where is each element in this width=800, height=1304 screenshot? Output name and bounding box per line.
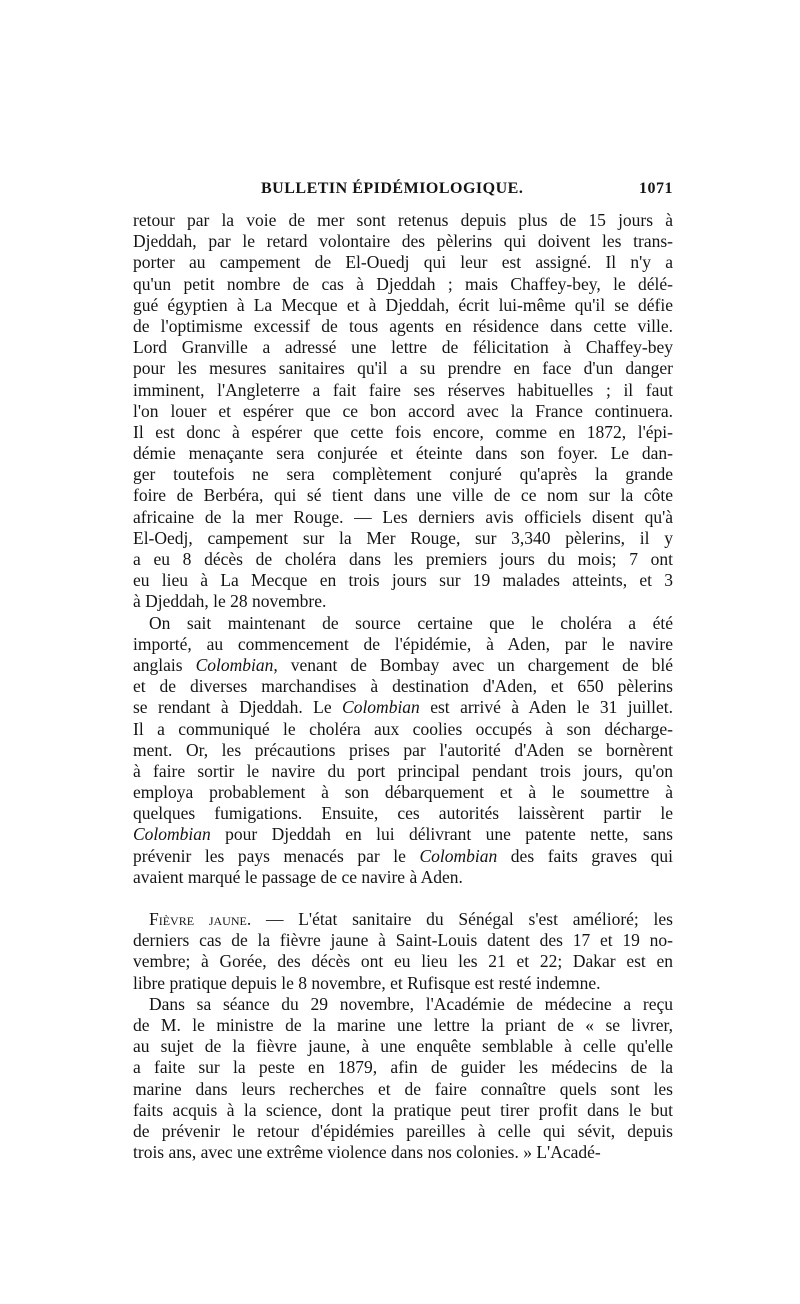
text-segment: avaient marqué le passage de ce navire à Aden.: [133, 866, 463, 887]
text-line: faits acquis à la science, dont la pratique peut tirer profit dans le but: [133, 1099, 673, 1120]
text-line: Lord Granville a adressé une lettre de félicitation à Chaffey-bey: [133, 337, 673, 358]
italic-ship-name: Colombian: [342, 697, 420, 718]
text-line: foire de Berbéra, qui sé tient dans une ville de ce nom sur la côte: [133, 485, 673, 506]
text-line: [133, 951, 673, 972]
text-segment: On sait maintenant de source certaine que le choléra a été: [149, 612, 673, 633]
text-line: à Djeddah, le 28 novembre.: [133, 591, 327, 612]
text-segment: libre pratique depuis le 8 novembre, et Rufisque est resté indemne.: [133, 972, 601, 993]
text-line: [133, 740, 673, 761]
text-segment: vembre; à Gorée, des décès ont eu lieu les 21 et 22; Dakar est en: [133, 951, 673, 972]
text-line: l'on louer et espérer que ce bon accord avec la France continuera.: [133, 400, 673, 421]
text-line: [133, 803, 673, 824]
text-line: trois ans, avec une extrême violence dans nos colonies. » L'Acadé-: [133, 1142, 601, 1163]
text-segment: importé, au commencement de l'épidémie, à Aden, par le navire: [133, 633, 673, 654]
text-line: porter au campement de El-Ouedj qui leur est assigné. Il n'y a: [133, 252, 673, 273]
page: [133, 180, 673, 1163]
text-line: eu lieu à La Mecque en trois jours sur 19 malades atteints, et 3: [133, 570, 673, 591]
text-line: [133, 613, 673, 634]
text-segment: des faits graves qui: [497, 845, 673, 866]
text-line: a faite sur la peste en 1879, afin de guider les médecins de la: [133, 1057, 673, 1078]
paragraph-colombian-ship: [133, 613, 673, 888]
text-segment: ment. Or, les précautions prises par l'autorité d'Aden se bornèrent: [133, 739, 673, 760]
text-segment: prévenir les pays menacés par le: [133, 845, 420, 866]
running-title: BULLETIN ÉPIDÉMIOLOGIQUE.: [261, 180, 524, 197]
italic-ship-name: Colombian: [133, 824, 211, 845]
text-segment: à faire sortir le navire du port principal pendant trois jours, qu'on: [133, 760, 673, 781]
text-line: [133, 719, 673, 740]
text-line: [133, 973, 673, 994]
text-segment: est arrivé à Aden le 31 juillet.: [419, 697, 674, 718]
text-line: [133, 930, 673, 951]
text-line: marine dans leurs recherches et de faire connaître quels sont les: [133, 1078, 673, 1099]
italic-ship-name: Colombian,: [195, 654, 278, 675]
text-line: [133, 761, 673, 782]
text-segment: employa probablement à son débarquement et à le soumettre à: [133, 782, 673, 803]
text-line: [133, 846, 673, 867]
italic-ship-name: Colombian: [419, 845, 498, 866]
text-line: [133, 676, 673, 697]
text-segment: venant de Bombay avec un chargement de blé: [277, 654, 673, 675]
paragraph-cholera-djeddah: [133, 210, 673, 613]
text-line: [133, 909, 673, 930]
text-segment: anglais: [133, 654, 196, 675]
text-line: ger toutefois ne sera complètement conjuré qu'après la grande: [133, 464, 673, 485]
text-line: pour les mesures sanitaires qu'il a su prendre en face d'un danger: [133, 358, 673, 379]
text-line: Djeddah, par le retard volontaire des pèlerins qui doivent les trans-: [133, 231, 673, 252]
text-line: démie menaçante sera conjurée et éteinte dans son foyer. Le dan-: [133, 443, 673, 464]
text-line: a eu 8 décès de choléra dans les premiers jours du mois; 7 ont: [133, 549, 673, 569]
text-segment: . — L'état sanitaire du Sénégal s'est amélioré; les: [246, 909, 673, 929]
section-gap: [133, 888, 673, 909]
text-line: [133, 697, 673, 718]
text-line: qu'un petit nombre de cas à Djeddah ; mais Chaffey-bey, le délé-: [133, 273, 673, 294]
paragraph-yellow-fever: [133, 909, 673, 994]
text-segment: et de diverses marchandises à destination d'Aden, et 650 pèlerins: [133, 676, 673, 697]
running-header: [133, 180, 673, 204]
text-line: El-Oedj, campement sur la Mer Rouge, sur 3,340 pèlerins, il y: [133, 527, 673, 548]
text-line: Il est donc à espérer que cette fois encore, comme en 1872, l'épi-: [133, 421, 673, 442]
text-line: [133, 824, 673, 845]
text-line: imminent, l'Angleterre a fait faire ses réserves habituelles ; il faut: [133, 379, 673, 400]
text-segment: pour Djeddah en lui délivrant une patente nette, sans: [210, 824, 673, 845]
text-line: [133, 782, 673, 803]
text-line: de l'optimisme excessif de tous agents en résidence dans cette ville.: [133, 315, 673, 336]
text-segment: se rendant à Djeddah. Le: [133, 697, 343, 718]
text-segment: quelques fumigations. Ensuite, ces autorités laissèrent partir le: [133, 803, 673, 824]
text-line: au sujet de la fièvre jaune, à une enquête semblable à celle qu'elle: [133, 1036, 673, 1057]
text-line: [133, 655, 673, 676]
text-line: retour par la voie de mer sont retenus depuis plus de 15 jours à: [133, 210, 673, 230]
text-line: de M. le ministre de la marine une lettre la priant de « se livrer,: [133, 1014, 673, 1035]
text-line: africaine de la mer Rouge. — Les derniers avis officiels disent qu'à: [133, 506, 673, 527]
page-number: 1071: [639, 180, 673, 197]
paragraph-academy: [133, 994, 673, 1164]
section-heading: Fièvre jaune: [149, 909, 247, 929]
text-line: gué égyptien à La Mecque et à Djeddah, écrit lui-même qu'il se défie: [133, 294, 673, 315]
text-segment: derniers cas de la fièvre jaune à Saint-Louis datent des 17 et 19 no-: [133, 930, 673, 951]
text-line: [133, 634, 673, 655]
text-line: Dans sa séance du 29 novembre, l'Académie de médecine a reçu: [149, 993, 673, 1014]
text-line: [133, 867, 673, 888]
text-line: de prévenir le retour d'épidémies pareilles à celle qui sévit, depuis: [133, 1120, 673, 1141]
text-segment: Il a communiqué le choléra aux coolies occupés à son décharge-: [133, 718, 673, 739]
